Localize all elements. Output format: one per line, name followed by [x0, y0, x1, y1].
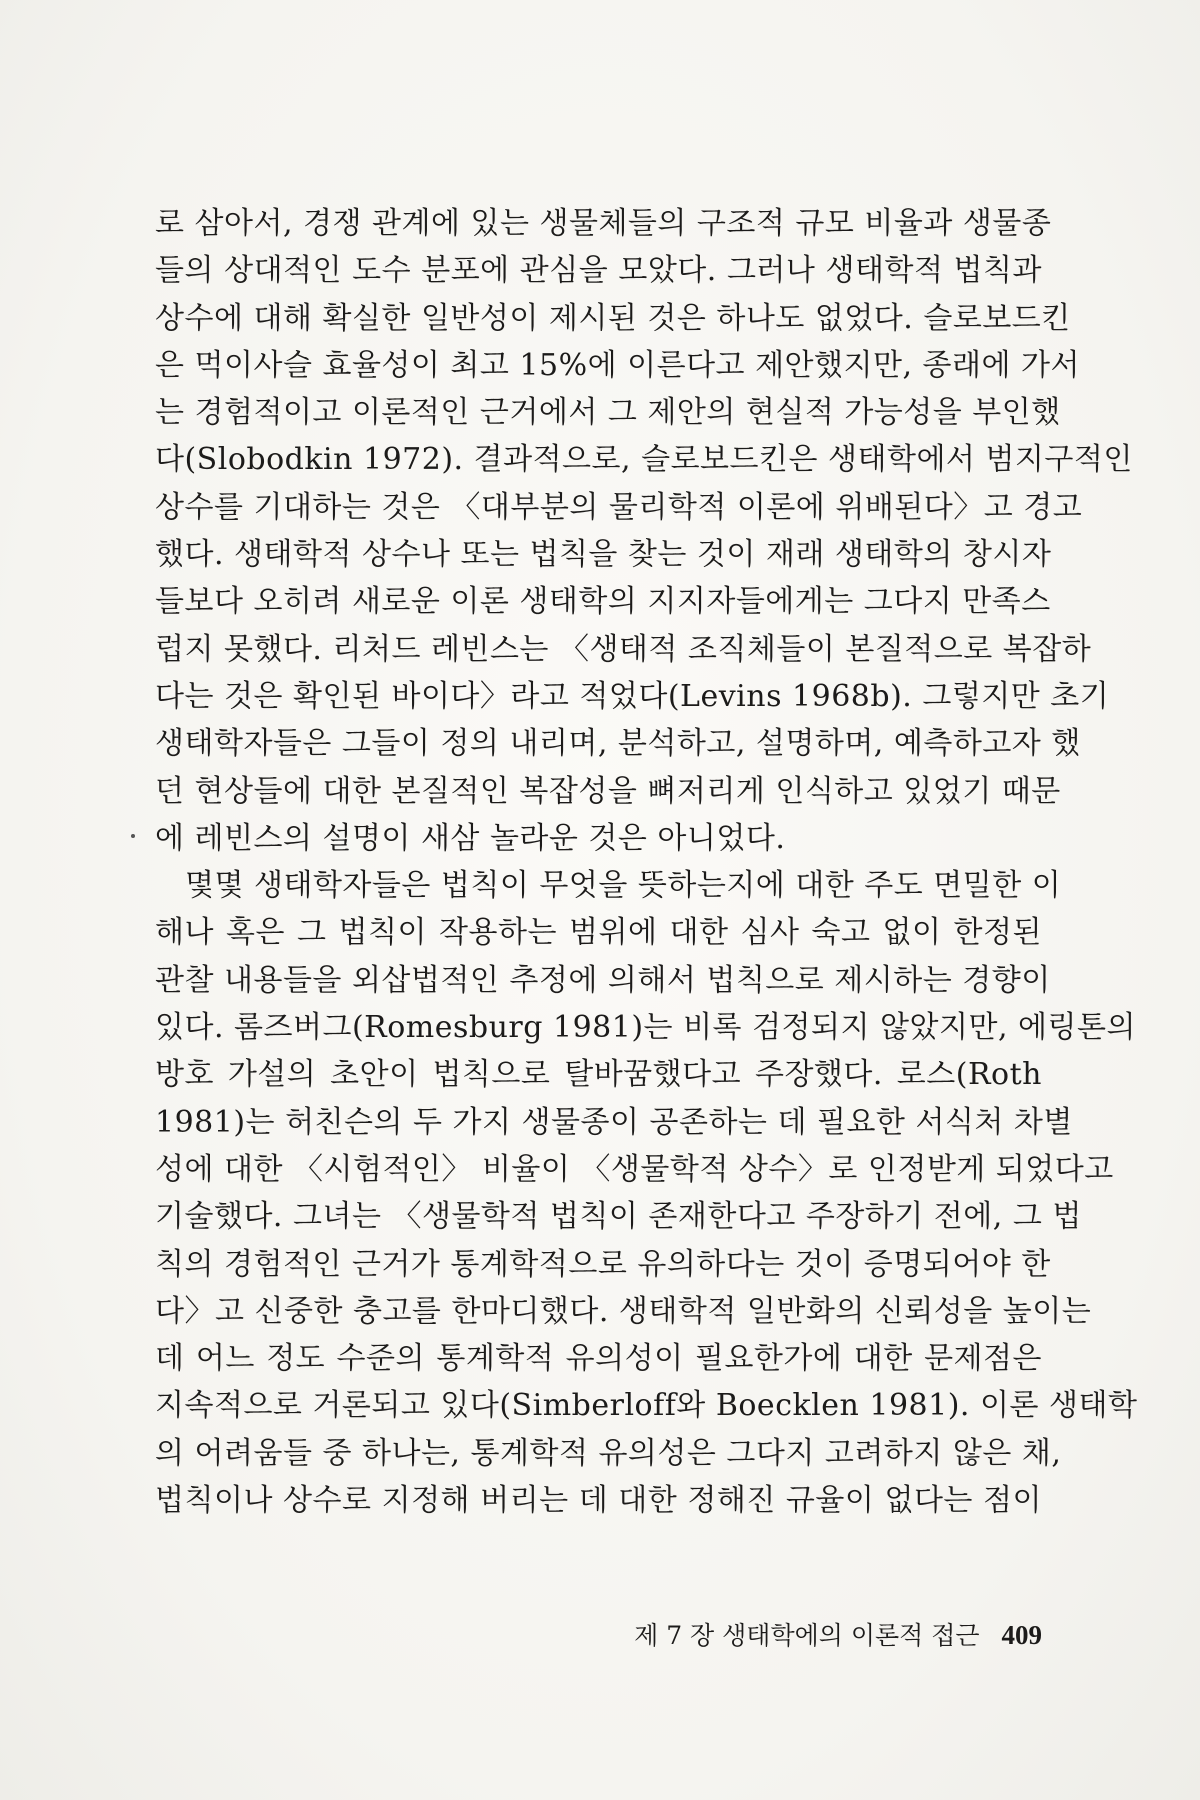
text-line: 다〉고 신중한 충고를 한마디했다. 생태학적 일반화의 신뢰성을 높이는: [155, 1293, 1092, 1329]
body-text: [155, 200, 1138, 1524]
text-line: 의 어려움들 중 하나는, 통계학적 유의성은 그다지 고려하지 않은 채,: [155, 1435, 1062, 1471]
text-line: 는 경험적이고 이론적인 근거에서 그 제안의 현실적 가능성을 부인했: [155, 395, 1061, 431]
text-line: 했다. 생태학적 상수나 또는 법칙을 찾는 것이 재래 생태학의 창시자: [155, 537, 1052, 573]
text-line: 상수에 대해 확실한 일반성이 제시된 것은 하나도 없었다. 슬로보드킨: [155, 300, 1071, 336]
text-line: 성에 대한 〈시험적인〉 비율이 〈생물학적 상수〉로 인정받게 되었다고: [155, 1151, 1114, 1187]
page-footer: [634, 1616, 1042, 1652]
text-line: 법칙이나 상수로 지정해 버리는 데 대한 정해진 규율이 없다는 점이: [155, 1483, 1042, 1519]
text-line: 로 삼아서, 경쟁 관계에 있는 생물체들의 구조적 규모 비율과 생물종: [155, 206, 1052, 241]
text-line: 럽지 못했다. 리처드 레빈스는 〈생태적 조직체들이 본질적으로 복잡하: [155, 631, 1092, 667]
margin-dot: [131, 834, 135, 838]
running-head: 제 7 장 생태학에의 이론적 접근: [634, 1621, 980, 1650]
text-line: 데 어느 정도 수준의 통계학적 유의성이 필요한가에 대한 문제점은: [155, 1341, 1042, 1377]
text-line: 다(Slobodkin 1972). 결과적으로, 슬로보드킨은 생태학에서 범지구적인: [155, 442, 1133, 478]
text-line: 은 먹이사슬 효율성이 최고 15%에 이른다고 제안했지만, 종래에 가서: [155, 347, 1080, 383]
text-line: 방호 가설의 초안이 법칙으로 탈바꿈했다고 주장했다. 로스(Roth: [155, 1057, 1042, 1093]
text-line: 생태학자들은 그들이 정의 내리며, 분석하고, 설명하며, 예측하고자 했: [155, 726, 1081, 762]
text-line: 칙의 경험적인 근거가 통계학적으로 유의하다는 것이 증명되어야 한: [155, 1246, 1051, 1282]
text-line: 지속적으로 거론되고 있다(Simberloff와 Boecklen 1981). 이론 생태학: [155, 1388, 1138, 1424]
text-line: 1981)는 허친슨의 두 가지 생물종이 공존하는 데 필요한 서식처 차별: [155, 1104, 1073, 1140]
text-line: 있다. 롬즈버그(Romesburg 1981)는 비록 검정되지 않았지만, 에링톤의: [155, 1010, 1136, 1046]
text-line: 들보다 오히려 새로운 이론 생태학의 지지자들에게는 그다지 만족스: [155, 584, 1051, 620]
text-line: 던 현상들에 대한 본질적인 복잡성을 뼈저리게 인식하고 있었기 때문: [155, 773, 1061, 809]
text-line: 몇몇 생태학자들은 법칙이 무엇을 뜻하는지에 대한 주도 면밀한 이: [185, 868, 1062, 904]
text-line: 상수를 기대하는 것은 〈대부분의 물리학적 이론에 위배된다〉고 경고: [155, 489, 1083, 525]
text-line: 기술했다. 그녀는 〈생물학적 법칙이 존재한다고 주장하기 전에, 그 법: [155, 1199, 1082, 1235]
text-line: 에 레빈스의 설명이 새삼 놀라운 것은 아니었다.: [155, 820, 786, 856]
text-line: 관찰 내용들을 외삽법적인 추정에 의해서 법칙으로 제시하는 경향이: [155, 962, 1051, 998]
page-number: 409: [1001, 1620, 1042, 1650]
text-line: 해나 혹은 그 법칙이 작용하는 범위에 대한 심사 숙고 없이 한정된: [155, 915, 1042, 951]
text-line: 들의 상대적인 도수 분포에 관심을 모았다. 그러나 생태학적 법칙과: [155, 253, 1042, 289]
text-line: 다는 것은 확인된 바이다〉라고 적었다(Levins 1968b). 그렇지만 초기: [155, 678, 1110, 714]
